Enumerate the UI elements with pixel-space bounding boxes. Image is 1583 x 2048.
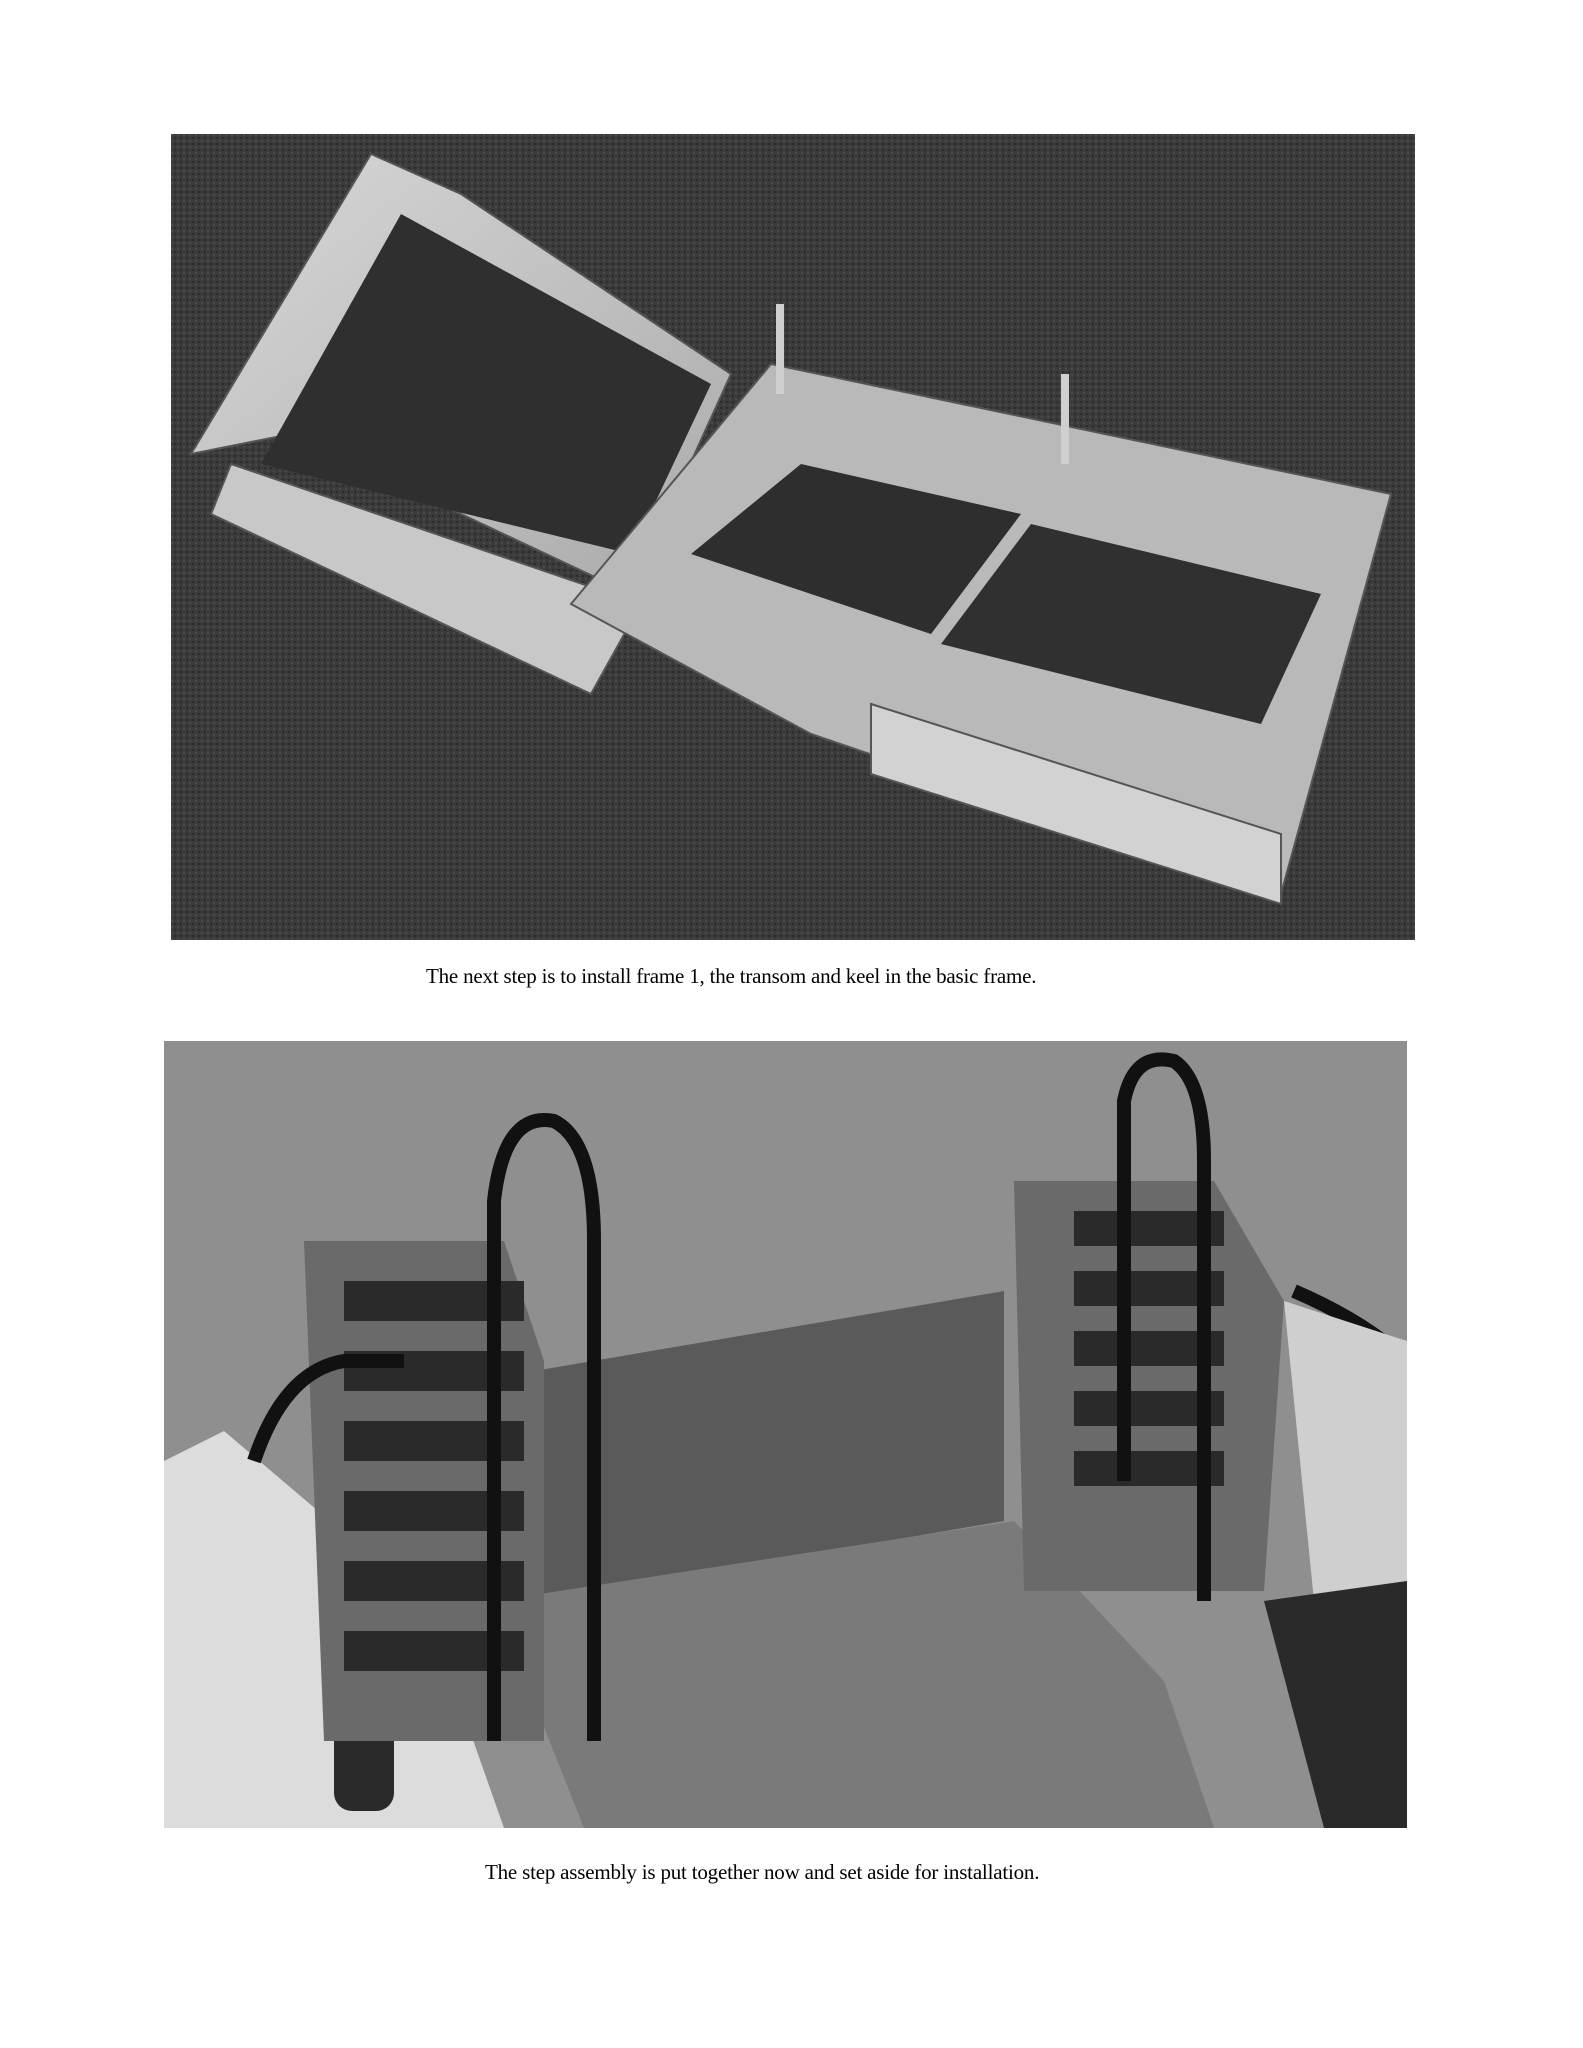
- basic-frame-photo: [171, 134, 1415, 940]
- figure-caption-2: The step assembly is put together now and set aside for installation.: [485, 1860, 1040, 1884]
- step-assembly-photo: [164, 1041, 1407, 1828]
- step-assembly-illustration: [164, 1041, 1407, 1828]
- basic-frame-illustration: [171, 134, 1415, 940]
- figure-caption-1: The next step is to install frame 1, the transom and keel in the basic frame.: [426, 964, 1037, 988]
